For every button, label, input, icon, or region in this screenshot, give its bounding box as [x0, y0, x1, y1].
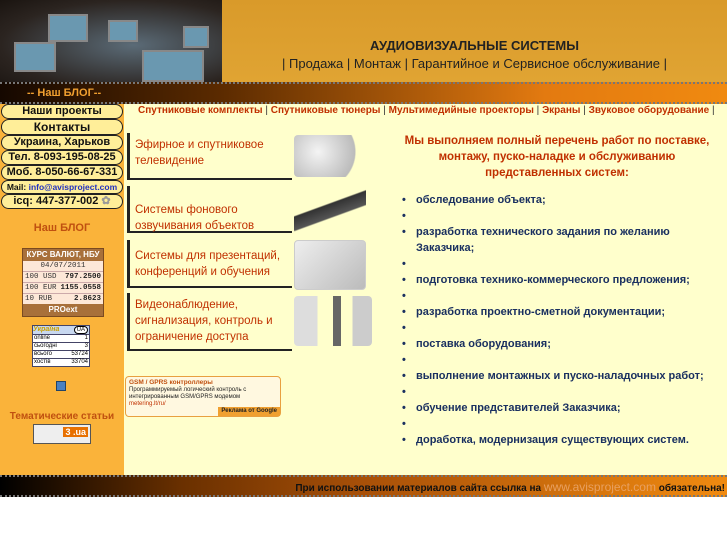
iua-logo: 3 .ua	[65, 427, 86, 437]
icq-flower-icon: ✿	[101, 195, 111, 207]
blog-link[interactable]: -- Наш БЛОГ--	[27, 87, 102, 99]
nav-satellite-tuners[interactable]: Спутниковые тюнеры	[270, 105, 381, 116]
google-ad[interactable]	[125, 376, 281, 417]
counter-title: Україна	[33, 326, 60, 333]
currency-rates-widget[interactable]	[22, 248, 104, 317]
list-item: • доработка, модернизация существующих систем.	[402, 432, 712, 448]
header	[0, 0, 727, 82]
category-tv[interactable]: Эфирное и спутниковое телевидение	[127, 133, 292, 180]
list-item	[402, 208, 712, 224]
mail-link[interactable]: info@avisproject.com	[28, 182, 118, 192]
microphone-image	[294, 186, 366, 234]
blog-bar	[0, 82, 727, 104]
rates-date: 04/07/2011	[40, 262, 86, 270]
nav-screens[interactable]: Экраны	[542, 105, 581, 116]
header-banner-image	[0, 0, 222, 82]
location-text: Украина, Харьков	[1, 135, 123, 150]
ad-url[interactable]: metering.lt/ru/	[129, 401, 166, 407]
visitor-counter[interactable]	[32, 325, 90, 367]
list-item	[402, 416, 712, 432]
articles-link[interactable]: Тематические статьи	[9, 411, 115, 422]
footer-bar	[0, 475, 727, 497]
icq-text	[1, 194, 123, 209]
contacts-button[interactable]: Контакты	[1, 119, 123, 135]
rate-row: 100 EUR 1155.0558	[25, 284, 101, 292]
counter-badge: UA	[74, 326, 88, 334]
list-item	[402, 320, 712, 336]
nav-satellite-kits[interactable]: Спутниковые комплекты	[138, 105, 263, 116]
category-audio[interactable]: Системы фонового озвучивания объектов	[127, 186, 292, 233]
ad-label[interactable]: Реклама от Google	[218, 407, 280, 416]
phone-text: Тел. 8-093-195-08-25	[1, 150, 123, 165]
satellite-dish-image	[294, 135, 374, 177]
counter-row: online 1	[34, 335, 88, 341]
counter-row: хостів 33704	[34, 359, 88, 365]
rate-row: 10 RUB 2.8623	[25, 295, 101, 303]
nav-projectors[interactable]: Мультимедийные проекторы	[388, 105, 534, 116]
category-presentations[interactable]: Системы для презентаций, конференций и обучения	[127, 240, 292, 288]
nav-audio[interactable]: Звуковое оборудование	[588, 105, 710, 116]
projects-button[interactable]: Наши проекты	[1, 104, 123, 119]
list-item: • обследование объекта;	[402, 192, 712, 208]
counter-row: сьогодні 3	[34, 343, 88, 349]
list-item: • разработка проектно-сметной документации;	[402, 304, 712, 320]
blog-link-sidebar[interactable]: Наш БЛОГ	[33, 222, 91, 234]
mail-label: Mail:	[6, 182, 27, 192]
list-item: • разработка технического задания по желанию Заказчика;	[402, 224, 712, 256]
rates-title: КУРС ВАЛЮТ, НБУ	[23, 249, 103, 261]
rate-row: 100 USD 797.2500	[25, 273, 101, 281]
site-subtitle: | Продажа | Монтаж | Гарантийное и Сервисное обслуживание |	[282, 56, 667, 71]
counter-row: всього 53724	[34, 351, 88, 357]
footer-url[interactable]: www.avisproject.com	[543, 480, 656, 494]
list-item	[402, 384, 712, 400]
list-item	[402, 352, 712, 368]
cctv-image	[294, 296, 372, 346]
site-title: АУДИОВИЗУАЛЬНЫЕ СИСТЕМЫ	[370, 38, 579, 53]
intro-text: Мы выполняем полный перечень работ по поставке, монтажу, пуско-наладке и обслуживанию представленных систем:	[404, 135, 710, 179]
list-item: • обучение представителей Заказчика;	[402, 400, 712, 416]
mail-row	[1, 180, 123, 194]
footer-end: обязательна!	[658, 483, 725, 494]
projector-image	[294, 240, 366, 290]
icq-number: icq: 447-377-002	[13, 195, 99, 207]
small-counter-icon[interactable]	[56, 381, 66, 391]
category-surveillance[interactable]: Видеонаблюдение, сигнализация, контроль и ограничение доступа	[127, 293, 292, 351]
list-item: • подготовка технико-коммерческого предложения;	[402, 272, 712, 288]
services-list	[402, 192, 712, 448]
footer-text: При использовании материалов сайта ссылка на	[295, 483, 542, 494]
list-item	[402, 288, 712, 304]
top-nav: Спутниковые комплекты | Спутниковые тюнеры | Мультимедийные проекторы | Экраны | Звуковое оборудование |	[138, 105, 715, 116]
list-item	[402, 256, 712, 272]
rates-footer: PROext	[23, 304, 103, 316]
mobile-text: Моб. 8-050-66-67-331	[1, 165, 123, 180]
ad-text: Программируемый логический контроль с интегрированным GSM/GPRS модемом	[129, 387, 247, 400]
list-item: • выполнение монтажных и пуско-наладочных работ;	[402, 368, 712, 384]
ad-title[interactable]: GSM / GPRS контроллеры	[129, 379, 213, 386]
list-item: • поставка оборудования;	[402, 336, 712, 352]
iua-badge[interactable]	[33, 424, 91, 444]
